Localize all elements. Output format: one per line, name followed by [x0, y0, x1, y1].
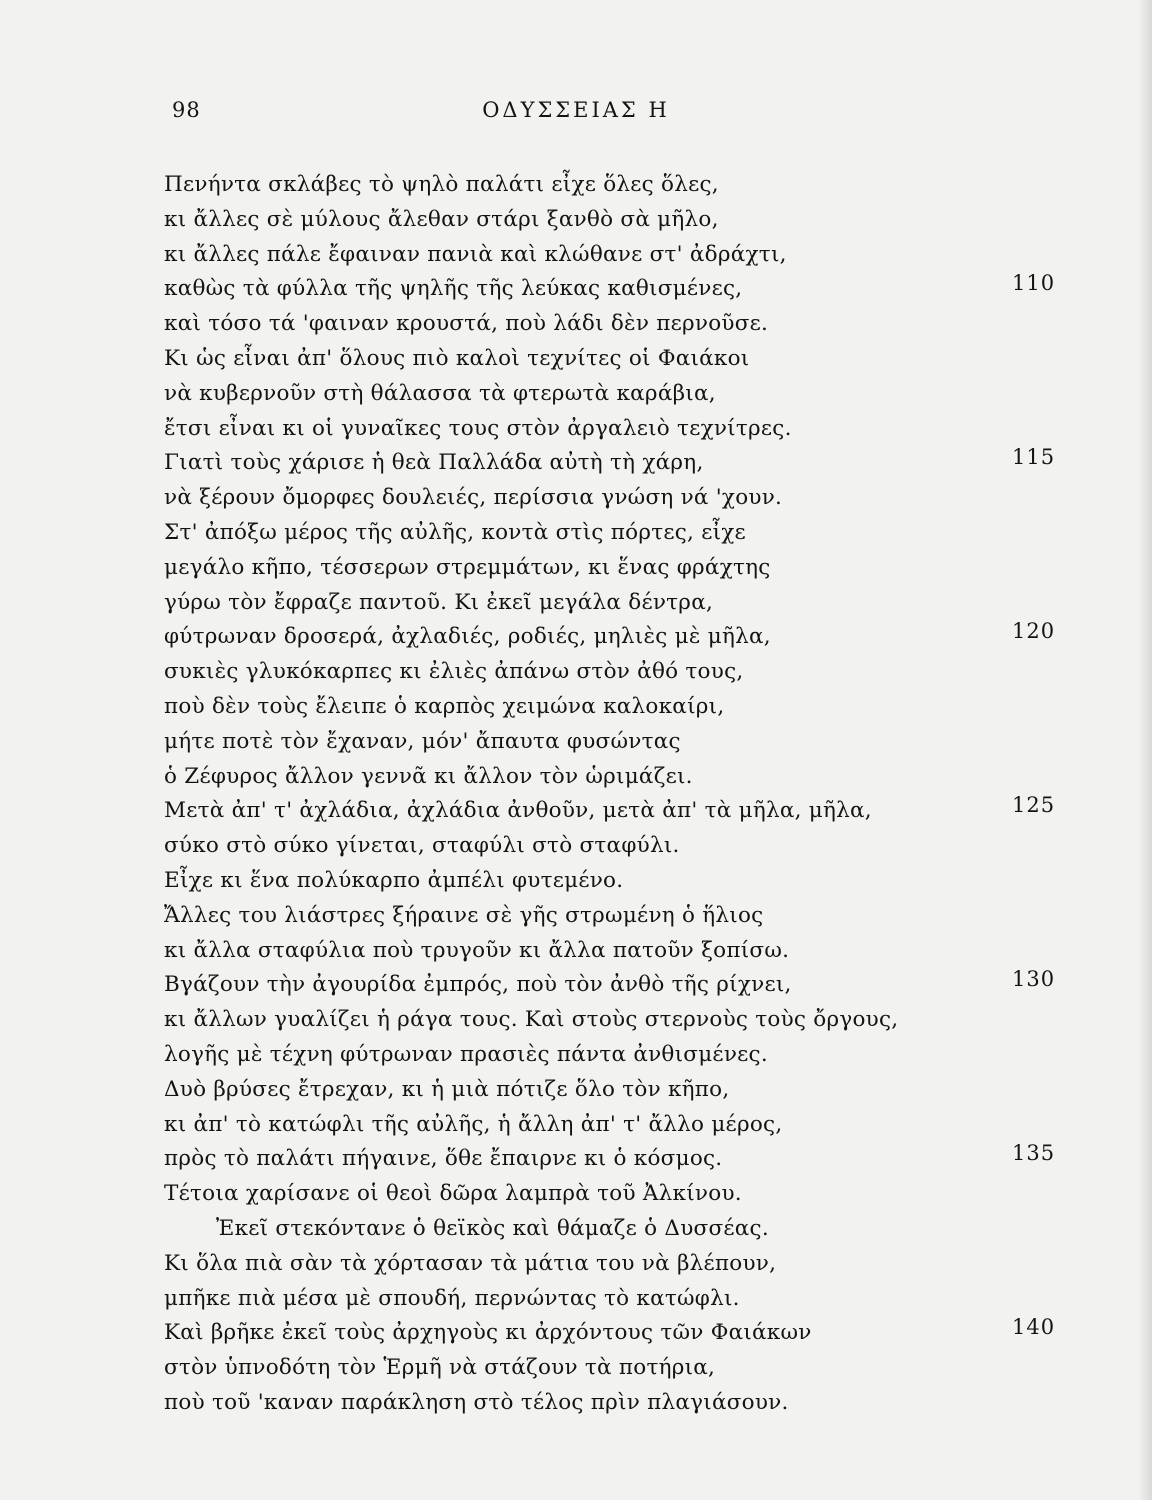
verse-text: καὶ τόσο τά 'φαιναν κρουστά, ποὺ λάδι δὲν περνοῦσε.	[164, 311, 769, 337]
verse-line	[164, 168, 1064, 203]
verse-text: νὰ ξέρουν ὄμορφες δουλειές, περίσσια γνώση νά 'χουν.	[164, 485, 783, 511]
verse-text: Τέτοια χαρίσανε οἱ θεοὶ δῶρα λαμπρὰ τοῦ Ἀλκίνου.	[164, 1181, 742, 1207]
verse-line	[164, 272, 1064, 307]
verse-text: κι ἀπ' τὸ κατώφλι τῆς αὐλῆς, ἡ ἄλλη ἀπ' τ' ἄλλο μέρος,	[164, 1111, 783, 1137]
verse-text: σύκο στὸ σύκο γίνεται, σταφύλι στὸ σταφύλι.	[164, 833, 680, 859]
verse-line	[164, 342, 1064, 377]
verse-text: μπῆκε πιὰ μέσα μὲ σπουδή, περνώντας τὸ κατώφλι.	[164, 1285, 740, 1311]
verse-line	[164, 1003, 1064, 1038]
verse-line	[164, 934, 1064, 969]
verse-line	[164, 690, 1064, 725]
verse-line	[164, 620, 1064, 655]
line-number: 110	[1012, 271, 1056, 296]
verse-text: ἔτσι εἶναι κι οἱ γυναῖκες τους στὸν ἀργαλειὸ τεχνίτρες.	[164, 415, 792, 441]
verse-text: Βγάζουν τὴν ἀγουρίδα ἐμπρός, ποὺ τὸν ἀνθὸ τῆς ρίχνει,	[164, 972, 792, 998]
line-number: 135	[1012, 1141, 1056, 1166]
verse-text: φύτρωναν δροσερά, ἀχλαδιές, ροδιές, μηλιὲς μὲ μῆλα,	[164, 624, 771, 650]
verse-line	[164, 655, 1064, 690]
verse-text: Δυὸ βρύσες ἔτρεχαν, κι ἡ μιὰ πότιζε ὅλο τὸν κῆπο,	[164, 1076, 730, 1102]
verse-text: κι ἄλλα σταφύλια ποὺ τρυγοῦν κι ἄλλα πατοῦν ξοπίσω.	[164, 937, 790, 963]
verse-line	[164, 377, 1064, 412]
verse-line	[164, 1351, 1064, 1386]
verse-line	[164, 864, 1064, 899]
verse-text: Πενήντα σκλάβες τὸ ψηλὸ παλάτι εἶχε ὅλες ὅλες,	[164, 172, 719, 197]
verse-line	[164, 1212, 1064, 1247]
verse-text: γύρω τὸν ἔφραζε παντοῦ. Κι ἐκεῖ μεγάλα δέντρα,	[164, 589, 714, 615]
verse-text: Στ' ἀπόξω μέρος τῆς αὐλῆς, κοντὰ στὶς πόρτες, εἶχε	[164, 519, 746, 545]
verse-line	[164, 760, 1064, 795]
verse-text: νὰ κυβερνοῦν στὴ θάλασσα τὰ φτερωτὰ καράβια,	[164, 380, 716, 406]
verse-text: πρὸς τὸ παλάτι πήγαινε, ὅθε ἔπαιρνε κι ὁ κόσμος.	[164, 1146, 723, 1172]
verse-text: Κι ὅλα πιὰ σὰν τὰ χόρτασαν τὰ μάτια του νὰ βλέπουν,	[164, 1250, 777, 1276]
verse-line	[164, 1282, 1064, 1317]
verse-text: συκιὲς γλυκόκαρπες κι ἐλιὲς ἀπάνω στὸν ἀθό τους,	[164, 659, 744, 685]
verse-line	[164, 794, 1064, 829]
verse-line	[164, 1177, 1064, 1212]
verse-text: στὸν ὑπνοδότη τὸν Ἑρμῆ νὰ στάζουν τὰ ποτήρια,	[164, 1355, 716, 1381]
verse-text: Ἐκεῖ στεκόντανε ὁ θεϊκὸς καὶ θάμαζε ὁ Δυσσέας.	[216, 1215, 769, 1241]
verse-line	[164, 516, 1064, 551]
verse-line	[164, 307, 1064, 342]
verse-text: λογῆς μὲ τέχνη φύτρωναν πρασιὲς πάντα ἀνθισμένες.	[164, 1041, 768, 1067]
verse-text: κι ἄλλων γυαλίζει ἡ ράγα τους. Καὶ στοὺς στερνοὺς τοὺς ὄργους,	[164, 1007, 899, 1033]
verse-text: κι ἄλλες πάλε ἔφαιναν πανιὰ καὶ κλώθανε στ' ἀδράχτι,	[164, 241, 787, 267]
verse-line	[164, 1142, 1064, 1177]
verse-line	[164, 899, 1064, 934]
page-edge-shadow	[1138, 0, 1152, 1500]
verse-line	[164, 968, 1064, 1003]
verse-text: Μετὰ ἀπ' τ' ἀχλάδια, ἀχλάδια ἀνθοῦν, μετὰ ἀπ' τὰ μῆλα, μῆλα,	[164, 798, 872, 824]
verse-line	[164, 481, 1064, 516]
verse-text: μεγάλο κῆπο, τέσσερων στρεμμάτων, κι ἕνας φράχτης	[164, 554, 771, 580]
verse-text: Καὶ βρῆκε ἐκεῖ τοὺς ἀρχηγοὺς κι ἀρχόντους τῶν Φαιάκων	[164, 1320, 812, 1346]
poem-body	[164, 168, 1064, 1421]
verse-line	[164, 1316, 1064, 1351]
verse-text: καθὼς τὰ φύλλα τῆς ψηλῆς τῆς λεύκας καθισμένες,	[164, 276, 743, 302]
verse-text: ὁ Ζέφυρος ἄλλον γεννᾶ κι ἄλλον τὸν ὡριμάζει.	[164, 763, 693, 789]
verse-line	[164, 551, 1064, 586]
verse-text: ποὺ δὲν τοὺς ἔλειπε ὁ καρπὸς χειμώνα καλοκαίρι,	[164, 693, 725, 719]
verse-line	[164, 1247, 1064, 1282]
line-number: 115	[1012, 445, 1056, 470]
line-number: 130	[1012, 967, 1056, 992]
verse-text: Ἄλλες του λιάστρες ξήραινε σὲ γῆς στρωμένη ὁ ἥλιος	[164, 902, 764, 928]
verse-text: μήτε ποτὲ τὸν ἔχαναν, μόν' ἄπαυτα φυσώντας	[164, 728, 681, 754]
verse-text: Γιατὶ τοὺς χάρισε ἡ θεὰ Παλλάδα αὐτὴ τὴ χάρη,	[164, 450, 704, 476]
line-number: 120	[1012, 619, 1056, 644]
verse-line	[164, 1108, 1064, 1143]
verse-text: ποὺ τοῦ 'καναν παράκληση στὸ τέλος πρὶν πλαγιάσουν.	[164, 1389, 789, 1415]
page-number: 98	[172, 98, 201, 122]
verse-line	[164, 829, 1064, 864]
verse-text: Κι ὡς εἶναι ἀπ' ὅλους πιὸ καλοὶ τεχνίτες οἱ Φαιάκοι	[164, 345, 750, 371]
line-number: 125	[1012, 793, 1056, 818]
verse-line	[164, 412, 1064, 447]
running-head: ΟΔΥΣΣΕΙΑΣ Η	[482, 98, 670, 122]
verse-line	[164, 238, 1064, 273]
verse-line	[164, 586, 1064, 621]
verse-line	[164, 725, 1064, 760]
verse-line	[164, 1038, 1064, 1073]
verse-line	[164, 1386, 1064, 1421]
verse-line	[164, 1073, 1064, 1108]
line-number: 140	[1012, 1315, 1056, 1340]
verse-text: κι ἄλλες σὲ μύλους ἄλεθαν στάρι ξανθὸ σὰ μῆλο,	[164, 206, 719, 232]
verse-line	[164, 446, 1064, 481]
verse-text: Εἶχε κι ἕνα πολύκαρπο ἀμπέλι φυτεμένο.	[164, 867, 624, 893]
verse-line	[164, 203, 1064, 238]
